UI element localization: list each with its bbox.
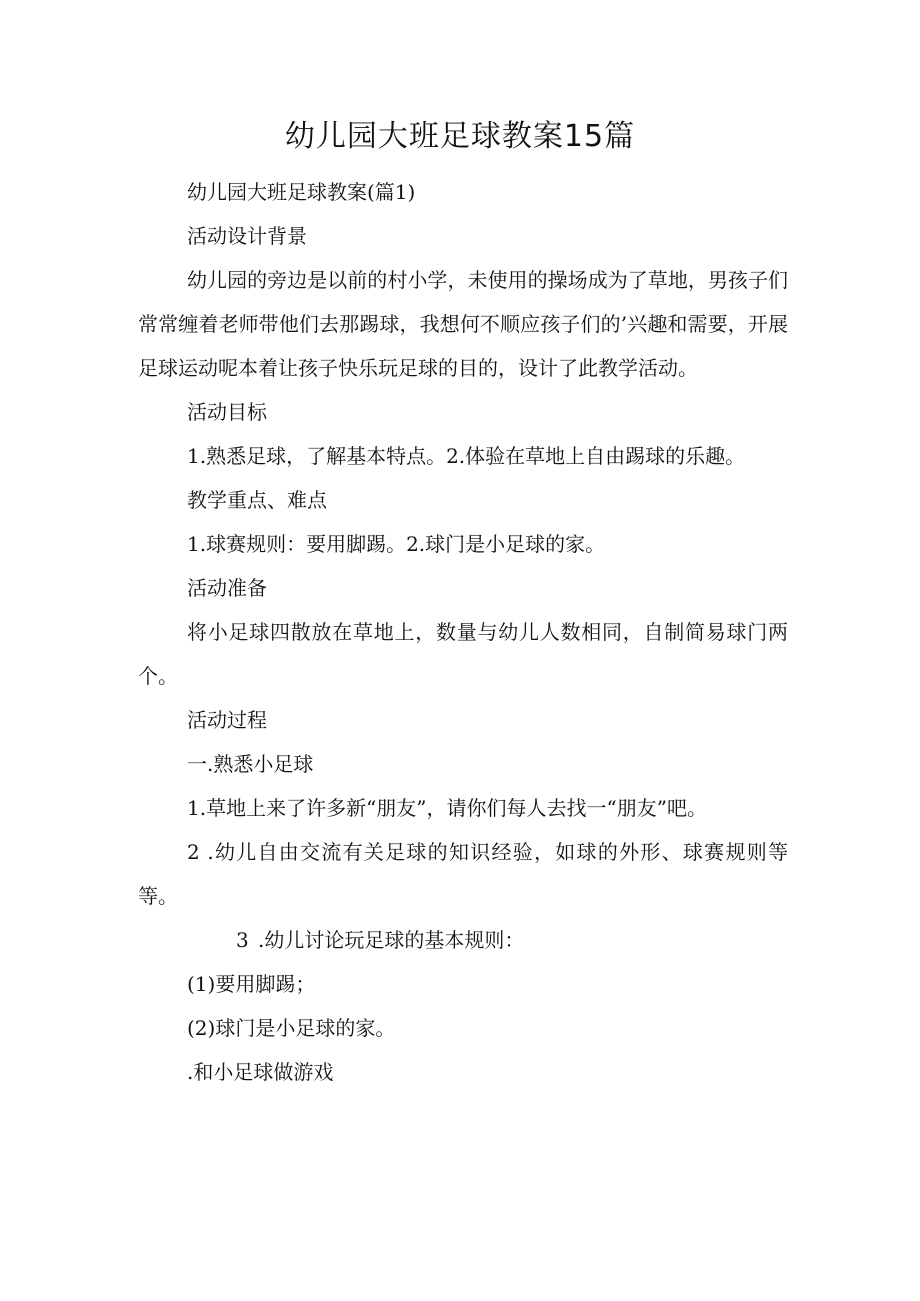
section-heading: 活动设计背景: [187, 224, 307, 248]
list-item: 一.熟悉小足球: [187, 752, 314, 776]
document-title: 幼儿园大班足球教案15篇: [284, 119, 636, 154]
list-item: 1.草地上来了许多新“朋友”，请你们每人去找一“朋友”吧。: [187, 796, 707, 820]
subtitle: 幼儿园大班足球教案(篇1): [187, 180, 416, 204]
list-item: .和小足球做游戏: [187, 1060, 334, 1084]
document-body: [138, 170, 788, 1094]
paragraph: 幼儿园的旁边是以前的村小学，未使用的操场成为了草地，男孩子们常常缠着老师带他们去那踢球，我想何不顺应孩子们的’兴趣和需要，开展足球运动呢本着让孩子快乐玩足球的目的，设计了此教学活动。: [138, 268, 788, 380]
paragraph: 将小足球四散放在草地上，数量与幼儿人数相同，自制简易球门两个。: [138, 620, 788, 688]
list-text: .幼儿讨论玩足球的基本规则：: [258, 928, 525, 952]
paragraph: 1.球赛规则：要用脚踢。2.球门是小足球的家。: [187, 532, 606, 556]
section-heading: 活动准备: [187, 576, 267, 600]
paragraph: 1.熟悉足球，了解基本特点。2.体验在草地上自由踢球的乐趣。: [187, 444, 746, 468]
section-heading: 教学重点、难点: [187, 488, 327, 512]
list-item: [138, 918, 788, 962]
rule-item: (2)球门是小足球的家。: [187, 1016, 396, 1040]
list-number: 3: [236, 928, 249, 952]
rule-item: (1)要用脚踢；: [187, 972, 316, 996]
list-item: 2 .幼儿自由交流有关足球的知识经验，如球的外形、球赛规则等等。: [138, 840, 788, 908]
section-heading: 活动过程: [187, 708, 267, 732]
section-heading: 活动目标: [187, 400, 267, 424]
